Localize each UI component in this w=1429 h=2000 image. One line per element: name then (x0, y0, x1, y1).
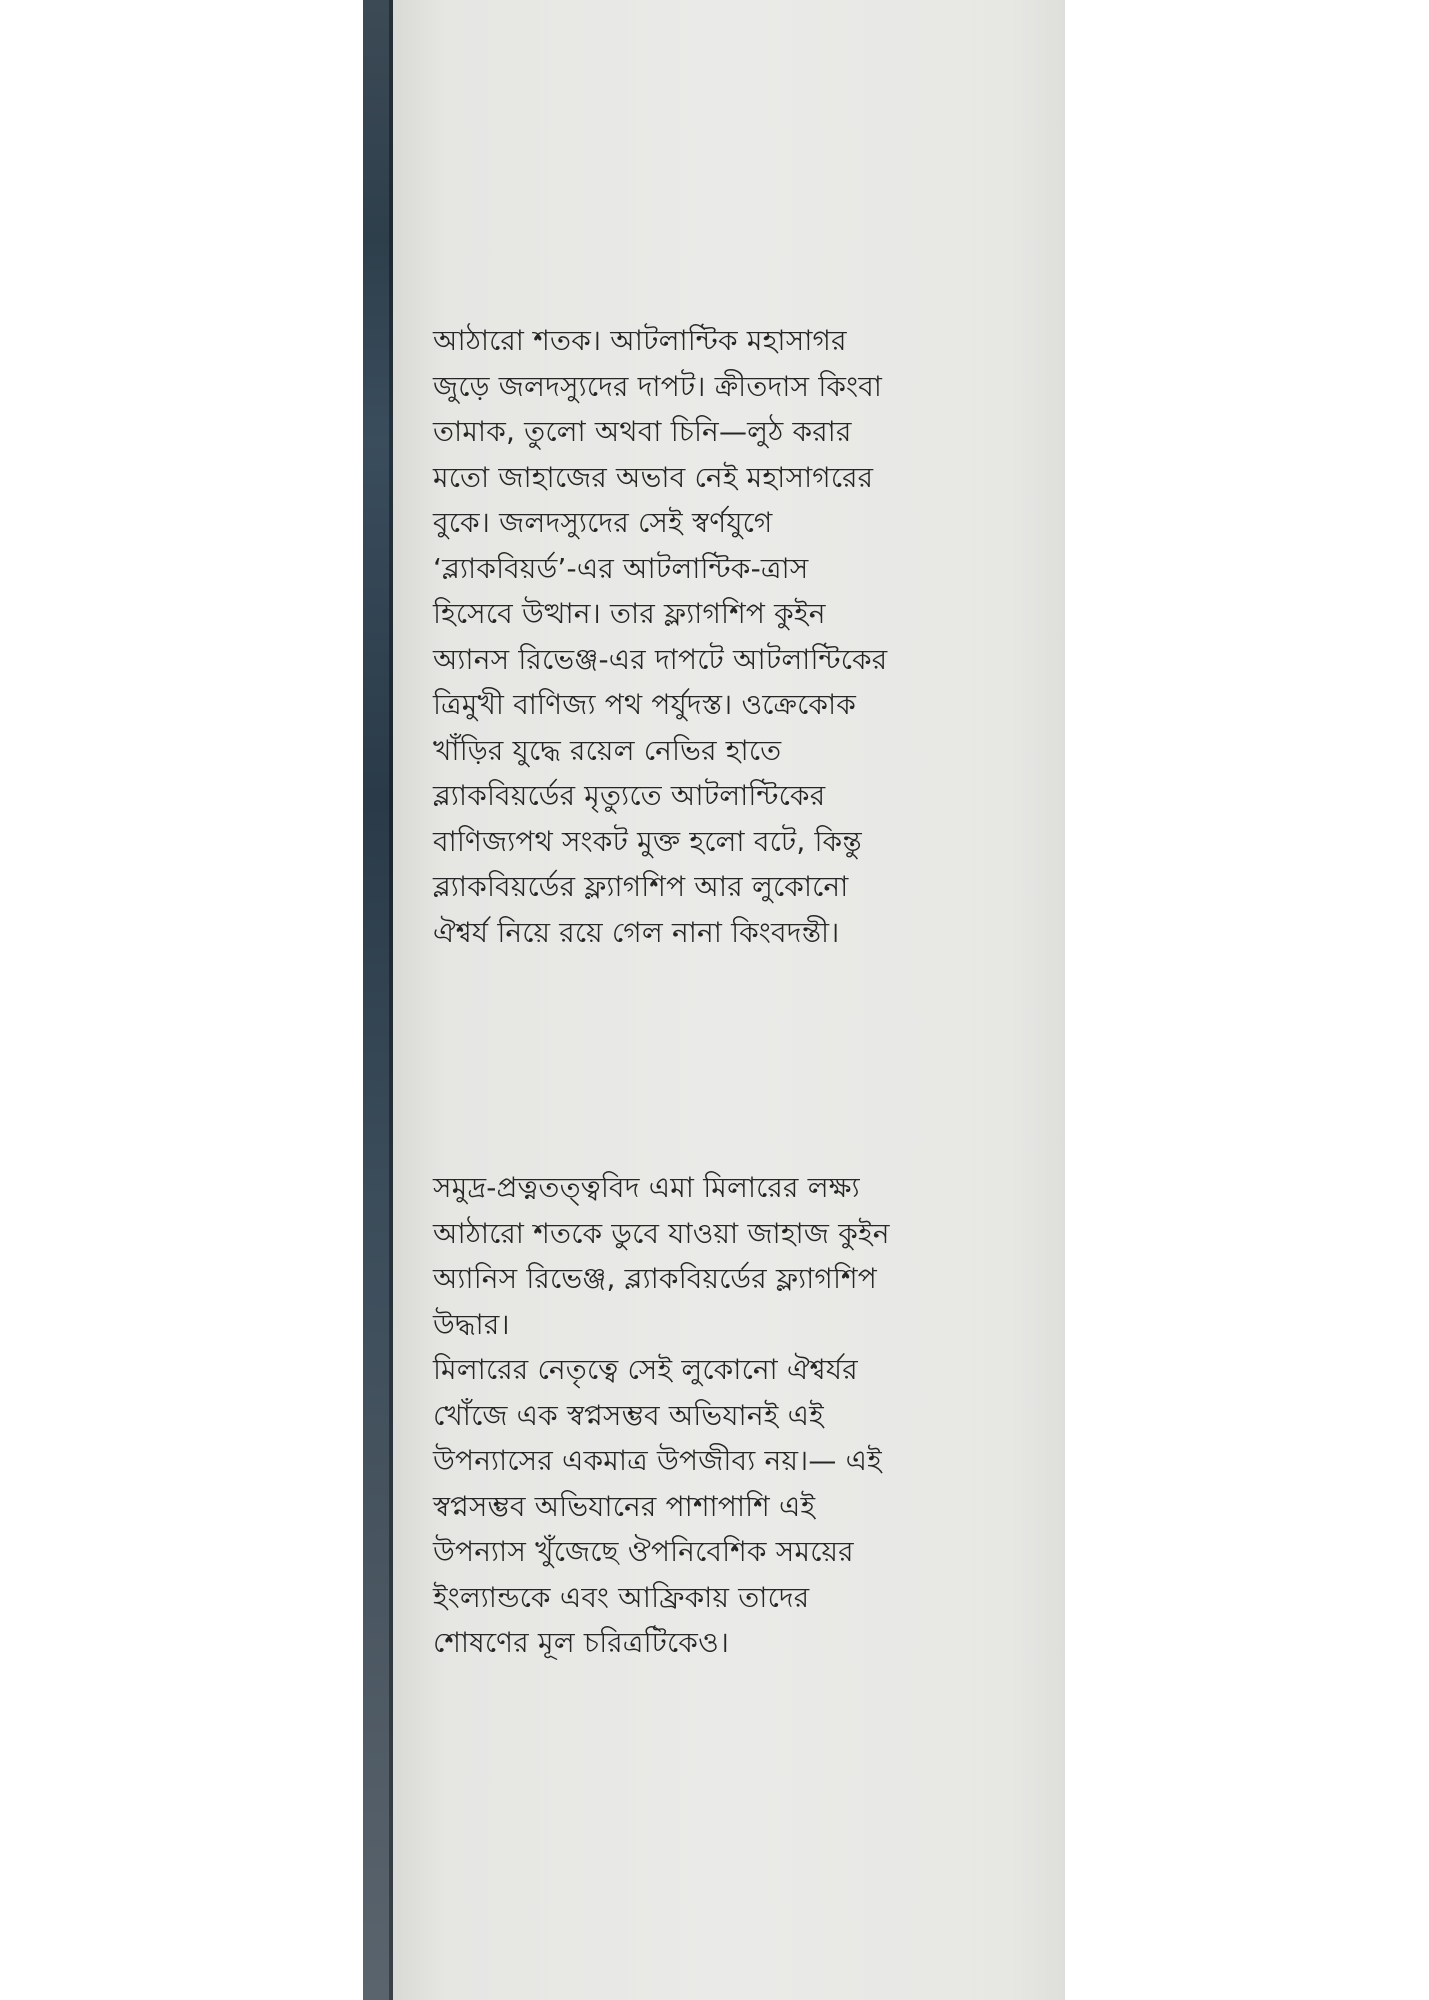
book-cover-edge (363, 0, 393, 2000)
flap-paragraph-1: আঠারো শতক। আটলান্টিক মহাসাগর জুড়ে জলদস্যুদের দাপট। ক্রীতদাস কিংবা তামাক, তুলো অথবা চিনি—লুঠ করার মতো জাহাজের অভাব নেই মহাসাগরের বুকে। জলদস্যুদের সেই স্বর্ণযুগে ‘ব্ল্যাকবিয়র্ড’-এর আটলান্টিক-ত্রাস হিসেবে উত্থান। তার ফ্ল্যাগশিপ কুইন অ্যানস রিভেঞ্জ-এর দাপটে আটলান্টিকের ত্রিমুখী বাণিজ্য পথ পর্যুদস্ত। ওক্রেকোক খাঁড়ির যুদ্ধে রয়েল নেভির হাতে ব্ল্যাকবিয়র্ডের মৃত্যুতে আটলান্টিকের বাণিজ্যপথ সংকট মুক্ত হলো বটে, কিন্তু ব্ল্যাকবিয়র্ডের ফ্ল্যাগশিপ আর লুকোনো ঐশ্বর্য নিয়ে রয়ে গেল নানা কিংবদন্তী। (433, 324, 888, 949)
flap-paragraph-2: সমুদ্র-প্রত্নতত্ত্ববিদ এমা মিলারের লক্ষ্য আঠারো শতকে ডুবে যাওয়া জাহাজ কুইন অ্যানিস রিভেঞ্জ, ব্ল্যাকবিয়র্ডের ফ্ল্যাগশিপ উদ্ধার। মিলারের নেতৃত্বে সেই লুকোনো ঐশ্বর্যর খোঁজে এক স্বপ্নসম্ভব অভিযানই এই উপন্যাসের একমাত্র উপজীব্য নয়।— এই স্বপ্নসম্ভব অভিযানের পাশাপাশি এই উপন্যাস খুঁজেছে ঔপনিবেশিক সময়ের ইংল্যান্ডকে এবং আফ্রিকায় তাদের শোষণের মূল চরিত্রটিকেও। (433, 1171, 890, 1659)
back-flap (393, 0, 1065, 2000)
